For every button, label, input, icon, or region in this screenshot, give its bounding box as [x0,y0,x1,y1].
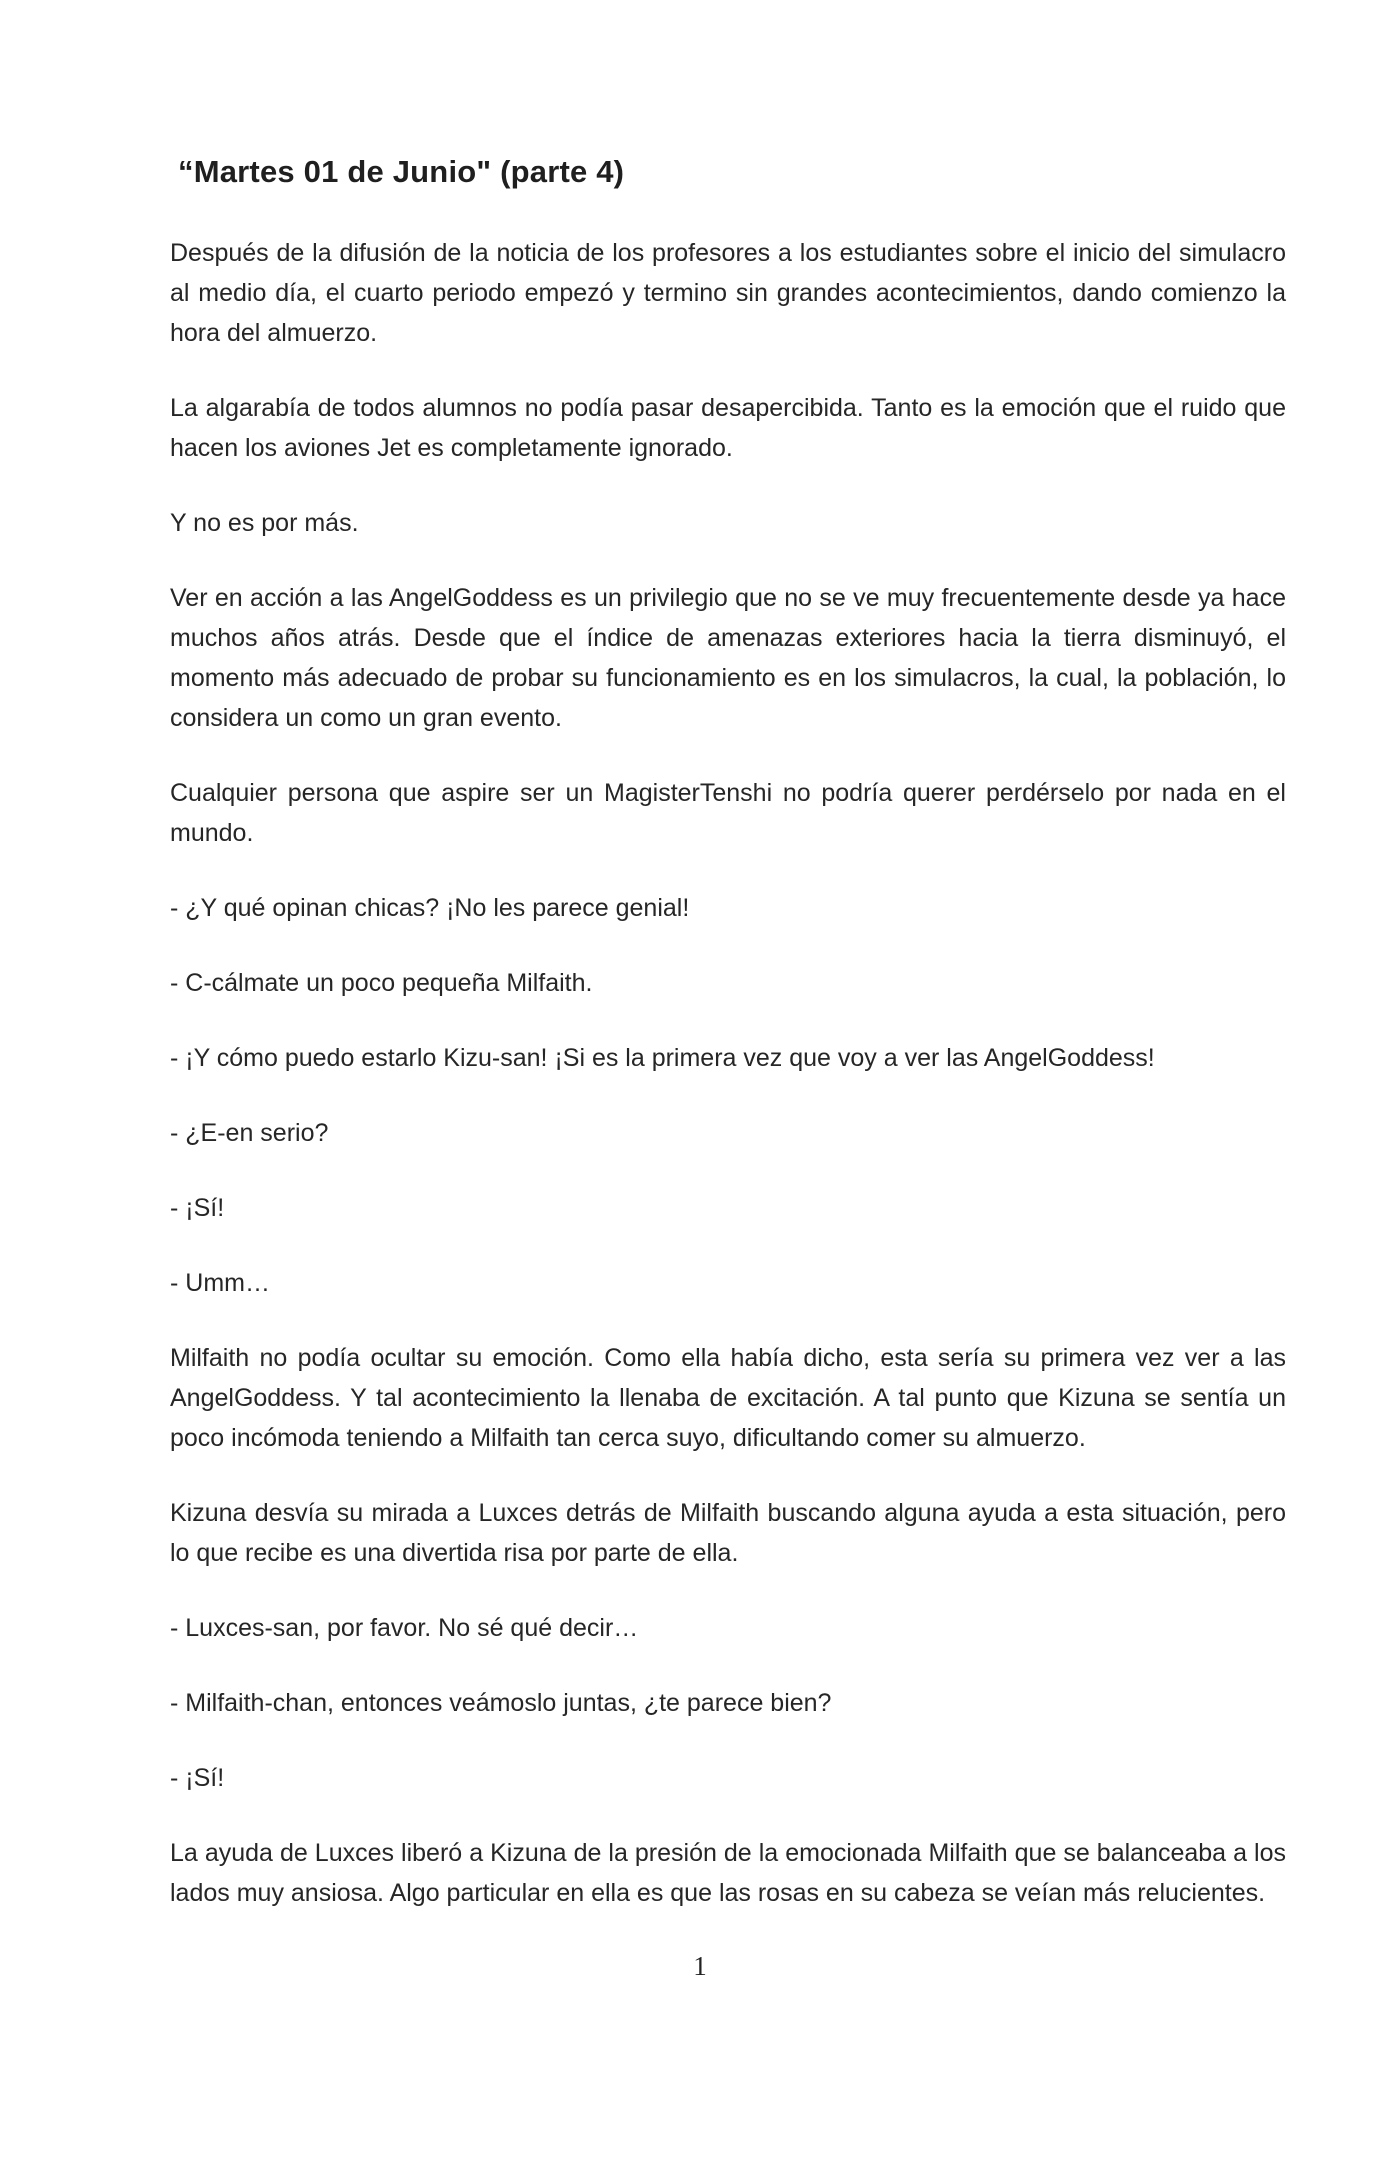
dialogue-line: - ¿E-en serio? [170,1119,329,1147]
paragraph: Kizuna desvía su mirada a Luxces detrás de Milfaith buscando alguna ayuda a esta situación, pero lo que recibe es una divertida risa por parte de ella. [170,1499,1286,1567]
dialogue-line: - Milfaith-chan, entonces veámoslo juntas, ¿te parece bien? [170,1689,832,1717]
paragraph: La ayuda de Luxces liberó a Kizuna de la presión de la emocionada Milfaith que se balanceaba a los lados muy ansiosa. Algo particular en ella es que las rosas en su cabeza se veían más relucientes. [170,1839,1286,1907]
document-title: “Martes 01 de Junio" (parte 4) [178,154,625,189]
dialogue-line: - ¿Y qué opinan chicas? ¡No les parece genial! [170,894,690,922]
dialogue-line: - ¡Y cómo puedo estarlo Kizu-san! ¡Si es la primera vez que voy a ver las AngelGoddess! [170,1044,1155,1072]
paragraph: Y no es por más. [170,509,359,537]
dialogue-line: - Luxces-san, por favor. No sé qué decir… [170,1614,639,1642]
dialogue-line: - Umm… [170,1269,270,1297]
paragraph: Cualquier persona que aspire ser un MagisterTenshi no podría querer perdérselo por nada en el mundo. [170,779,1286,847]
paragraph: La algarabía de todos alumnos no podía pasar desapercibida. Tanto es la emoción que el ruido que hacen los aviones Jet es completamente ignorado. [170,394,1286,462]
dialogue-line: - C-cálmate un poco pequeña Milfaith. [170,969,593,997]
paragraph: Ver en acción a las AngelGoddess es un privilegio que no se ve muy frecuentemente desde ya hace muchos años atrás. Desde que el índice de amenazas exteriores hacia la tierra disminuyó, el momento más adecuado de probar su funcionamiento es en los simulacros, la cual, la población, lo considera un como un gran evento. [170,584,1286,732]
page-number: 1 [693,1951,707,1981]
paragraph: Después de la difusión de la noticia de los profesores a los estudiantes sobre el inicio del simulacro al medio día, el cuarto periodo empezó y termino sin grandes acontecimientos, dando comienzo la hora del almuerzo. [170,239,1286,347]
dialogue-line: - ¡Sí! [170,1194,225,1222]
paragraph: Milfaith no podía ocultar su emoción. Como ella había dicho, esta sería su primera vez ver a las AngelGoddess. Y tal acontecimiento la llenaba de excitación. A tal punto que Kizuna se sentía un poco incómoda teniendo a Milfaith tan cerca suyo, dificultando comer su almuerzo. [170,1344,1286,1452]
document-body [170,233,1286,1948]
dialogue-line: - ¡Sí! [170,1764,225,1792]
